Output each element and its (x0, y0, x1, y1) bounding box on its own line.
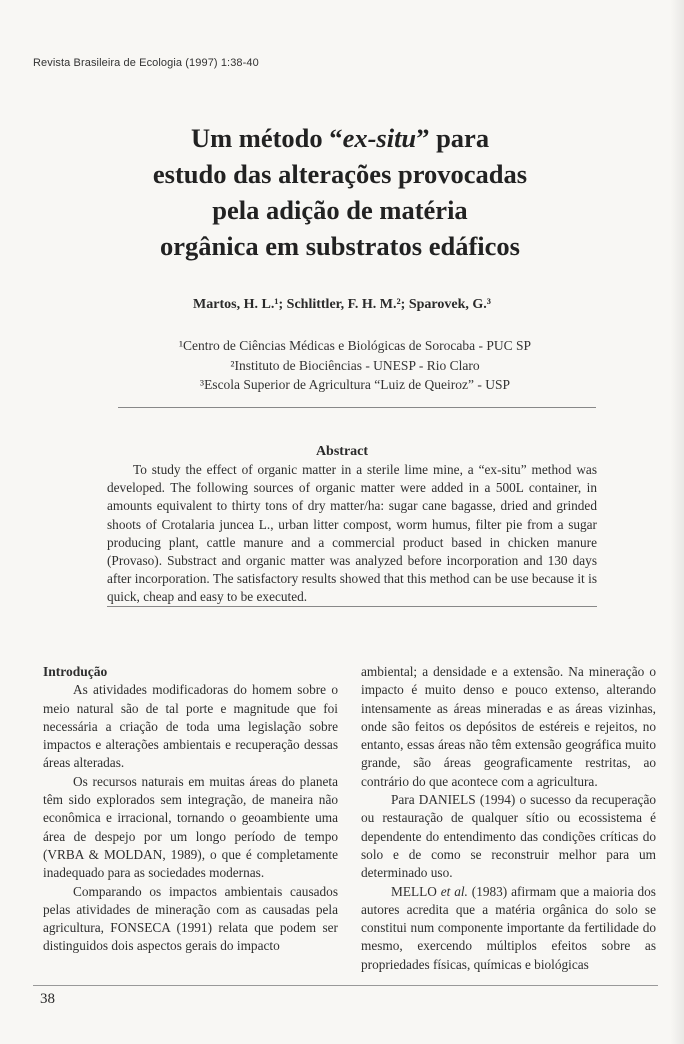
body-column-right (361, 663, 656, 974)
title-line-1: Um método “ex-situ” para (190, 123, 490, 153)
abstract-text (107, 461, 597, 607)
footer-divider (33, 985, 658, 986)
title-line-2: estudo das alterações provocadas (152, 159, 528, 189)
affiliation-1: ¹Centro de Ciências Médicas e Biológicas de Sorocaba - PUC SP (179, 338, 531, 353)
affiliation-3: ³Escola Superior de Agricultura “Luiz de Queiroz” - USP (200, 377, 510, 392)
journal-header: Revista Brasileira de Ecologia (1997) 1:38-40 (33, 57, 259, 69)
abstract-heading: Abstract (315, 444, 369, 459)
affiliation-2: ²Instituto de Biociências - UNESP - Rio Claro (230, 357, 480, 373)
title-line-3: pela adição de matéria (212, 195, 468, 225)
section-heading-introducao: Introdução (43, 664, 108, 679)
divider-top (118, 407, 596, 408)
paragraph: ambiental; a densidade e a extensão. Na mineração o impacto é muito denso e pouco extenso, alterando intensamente as áreas mineradas e as áreas vizinhas, onde são feitos os depósitos de estéreis e rejeitos, no entanto, essas áreas não têm extensão geográfica muito grande, são áreas geograficamente restritas, ao contrário do que acontece com a agricultura. (361, 664, 656, 789)
abstract-paragraph: To study the effect of organic matter in a sterile lime mine, a “ex-situ” method was developed. The following sources of organic matter were added in a 500L container, in amounts equivalent to thirty tons of dry matter/ha: sugar cane bagasse, dried and grinded shoots of Crotalaria juncea L., urban litter compost, worm humus, filter pie from a sugar producing plant, cattle manure and a commercial product based in chicken manure (Provaso). Substract and organic matter was analyzed before incorporation and 130 days after incorporation. The satisfactory results showed that this method can be use because it is quick, cheap and easy to be executed. (107, 462, 597, 605)
authors: Martos, H. L.¹; Schlittler, F. H. M.²; Sparovek, G.³ (193, 297, 491, 312)
divider-bottom (107, 606, 597, 607)
title-line-4: orgânica em substratos edáficos (160, 231, 520, 261)
paragraph: As atividades modificadoras do homem sobre o meio natural são de tal porte e magnitude que foi necessária a criação de toda uma legislação sobre impactos e alterações ambientais e recuperação dessas áreas alteradas. (43, 682, 338, 771)
body-column-left (43, 663, 338, 956)
paragraph: MELLO et al. (1983) afirmam que a maioria dos autores acredita que a matéria orgânica do solo se constitui num componente importante da fertilidade do mesmo, exercendo múltiplos efeitos sobre as propriedades físicas, químicas e biológicas (361, 883, 656, 972)
article-title (90, 120, 590, 264)
paragraph: Comparando os impactos ambientais causados pelas atividades de mineração com as causadas pela agricultura, FONSECA (1991) relata que podem ser distinguidos dois aspectos gerais do impacto (43, 883, 338, 954)
page-edge-shadow (670, 0, 684, 1044)
affiliations (0, 336, 684, 395)
page-number: 38 (40, 991, 55, 1007)
paragraph: Para DANIELS (1994) o sucesso da recuperação ou restauração de qualquer sítio ou ecossistema é dependente do entendimento das condições críticas do solo e de como se reconstruir melhor para um determinado uso. (361, 792, 656, 881)
paragraph: Os recursos naturais em muitas áreas do planeta têm sido explorados sem integração, de maneira não econômica e irracional, tornando o geoambiente uma área de despejo por um longo período de tempo (VRBA & MOLDAN, 1989), o que é completamente inadequado para as sociedades modernas. (43, 773, 338, 881)
